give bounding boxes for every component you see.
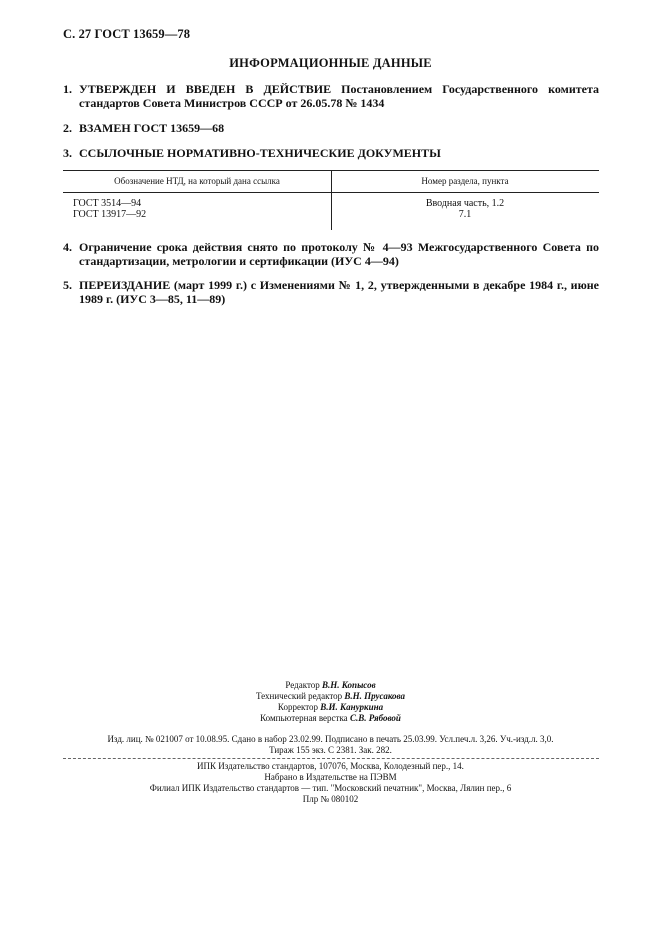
table-cell-section: Вводная часть, 1.2 xyxy=(425,198,505,209)
typeset-line: Набрано в Издательстве на ПЭВМ xyxy=(264,772,397,782)
layout-line xyxy=(0,713,661,724)
corrector-line xyxy=(0,702,661,713)
table-row xyxy=(63,209,599,220)
table-header-section: Номер раздела, пункта xyxy=(421,176,509,186)
info-item-replaces xyxy=(63,121,599,135)
item-number: 2. xyxy=(63,121,72,135)
editor-line xyxy=(0,680,661,691)
item-text: ВЗАМЕН ГОСТ 13659—68 xyxy=(79,121,225,135)
item-text: ПЕРЕИЗДАНИЕ (март 1999 г.) с Изменениями № 1, 2, утвержденными в декабре 1984 г., июне 1989 г. (ИУС 3—85, 11—89) xyxy=(79,278,599,306)
table-cell-document: ГОСТ 13917—92 xyxy=(73,209,147,220)
item-text: Ограничение срока действия снято по протоколу № 4—93 Межгосударственного Совета по стандартизации, метрологии и сертификации (ИУС 4—94) xyxy=(79,240,599,268)
publisher-line: ИПК Издательство стандартов, 107076, Москва, Колодезный пер., 14. xyxy=(197,761,464,771)
layout-label: Компьютерная верстка xyxy=(260,713,348,723)
item-number: 4. xyxy=(63,240,72,254)
table-cell-section: 7.1 xyxy=(458,209,472,220)
table-row xyxy=(63,198,599,209)
table-body xyxy=(63,198,599,220)
item-number: 3. xyxy=(63,146,72,160)
imprint-block xyxy=(0,680,661,805)
table-header-document: Обозначение НТД, на который дана ссылка xyxy=(114,176,280,186)
corrector-label: Корректор xyxy=(277,702,319,712)
publish-info-line: Изд. лиц. № 021007 от 10.08.95. Сдано в набор 23.02.99. Подписано в печать 25.03.99. Усл.печ.л. 3,26. Уч.-изд.л. 3,0. xyxy=(107,734,554,744)
item-text: ССЫЛОЧНЫЕ НОРМАТИВНО-ТЕХНИЧЕСКИЕ ДОКУМЕНТЫ xyxy=(79,146,441,160)
item-text: УТВЕРЖДЕН И ВВЕДЕН В ДЕЙСТВИЕ Постановлением Государственного комитета стандартов Совета Министров СССР от 26.05.78 № 1434 xyxy=(79,82,599,110)
editor-name: В.Н. Копысов xyxy=(322,680,376,690)
page-title: ИНФОРМАЦИОННЫЕ ДАННЫЕ xyxy=(229,56,432,70)
tech-editor-name: В.Н. Прусакова xyxy=(344,691,405,701)
branch-line: Филиал ИПК Издательство стандартов — тип. "Московский печатник", Москва, Лялин пер., 6 xyxy=(149,783,512,793)
tech-editor-label: Технический редактор xyxy=(255,691,343,701)
item-number: 1. xyxy=(63,82,72,96)
license-line: Плр № 080102 xyxy=(302,794,359,804)
info-item-reissue xyxy=(63,278,599,306)
editor-label: Редактор xyxy=(285,680,320,690)
layout-name: С.В. Рябовой xyxy=(349,713,401,723)
tech-editor-line xyxy=(0,691,661,702)
corrector-name: В.И. Кануркина xyxy=(320,702,384,712)
spacer xyxy=(0,724,661,734)
print-run-line: Тираж 155 экз. С 2381. Зак. 282. xyxy=(269,745,392,755)
info-item-references xyxy=(63,146,599,160)
info-item-approved xyxy=(63,82,599,110)
info-item-validity xyxy=(63,240,599,268)
item-number: 5. xyxy=(63,278,72,292)
dashed-divider xyxy=(63,758,599,759)
table-cell-document: ГОСТ 3514—94 xyxy=(73,198,142,209)
page-header: С. 27 ГОСТ 13659—78 xyxy=(63,27,191,41)
